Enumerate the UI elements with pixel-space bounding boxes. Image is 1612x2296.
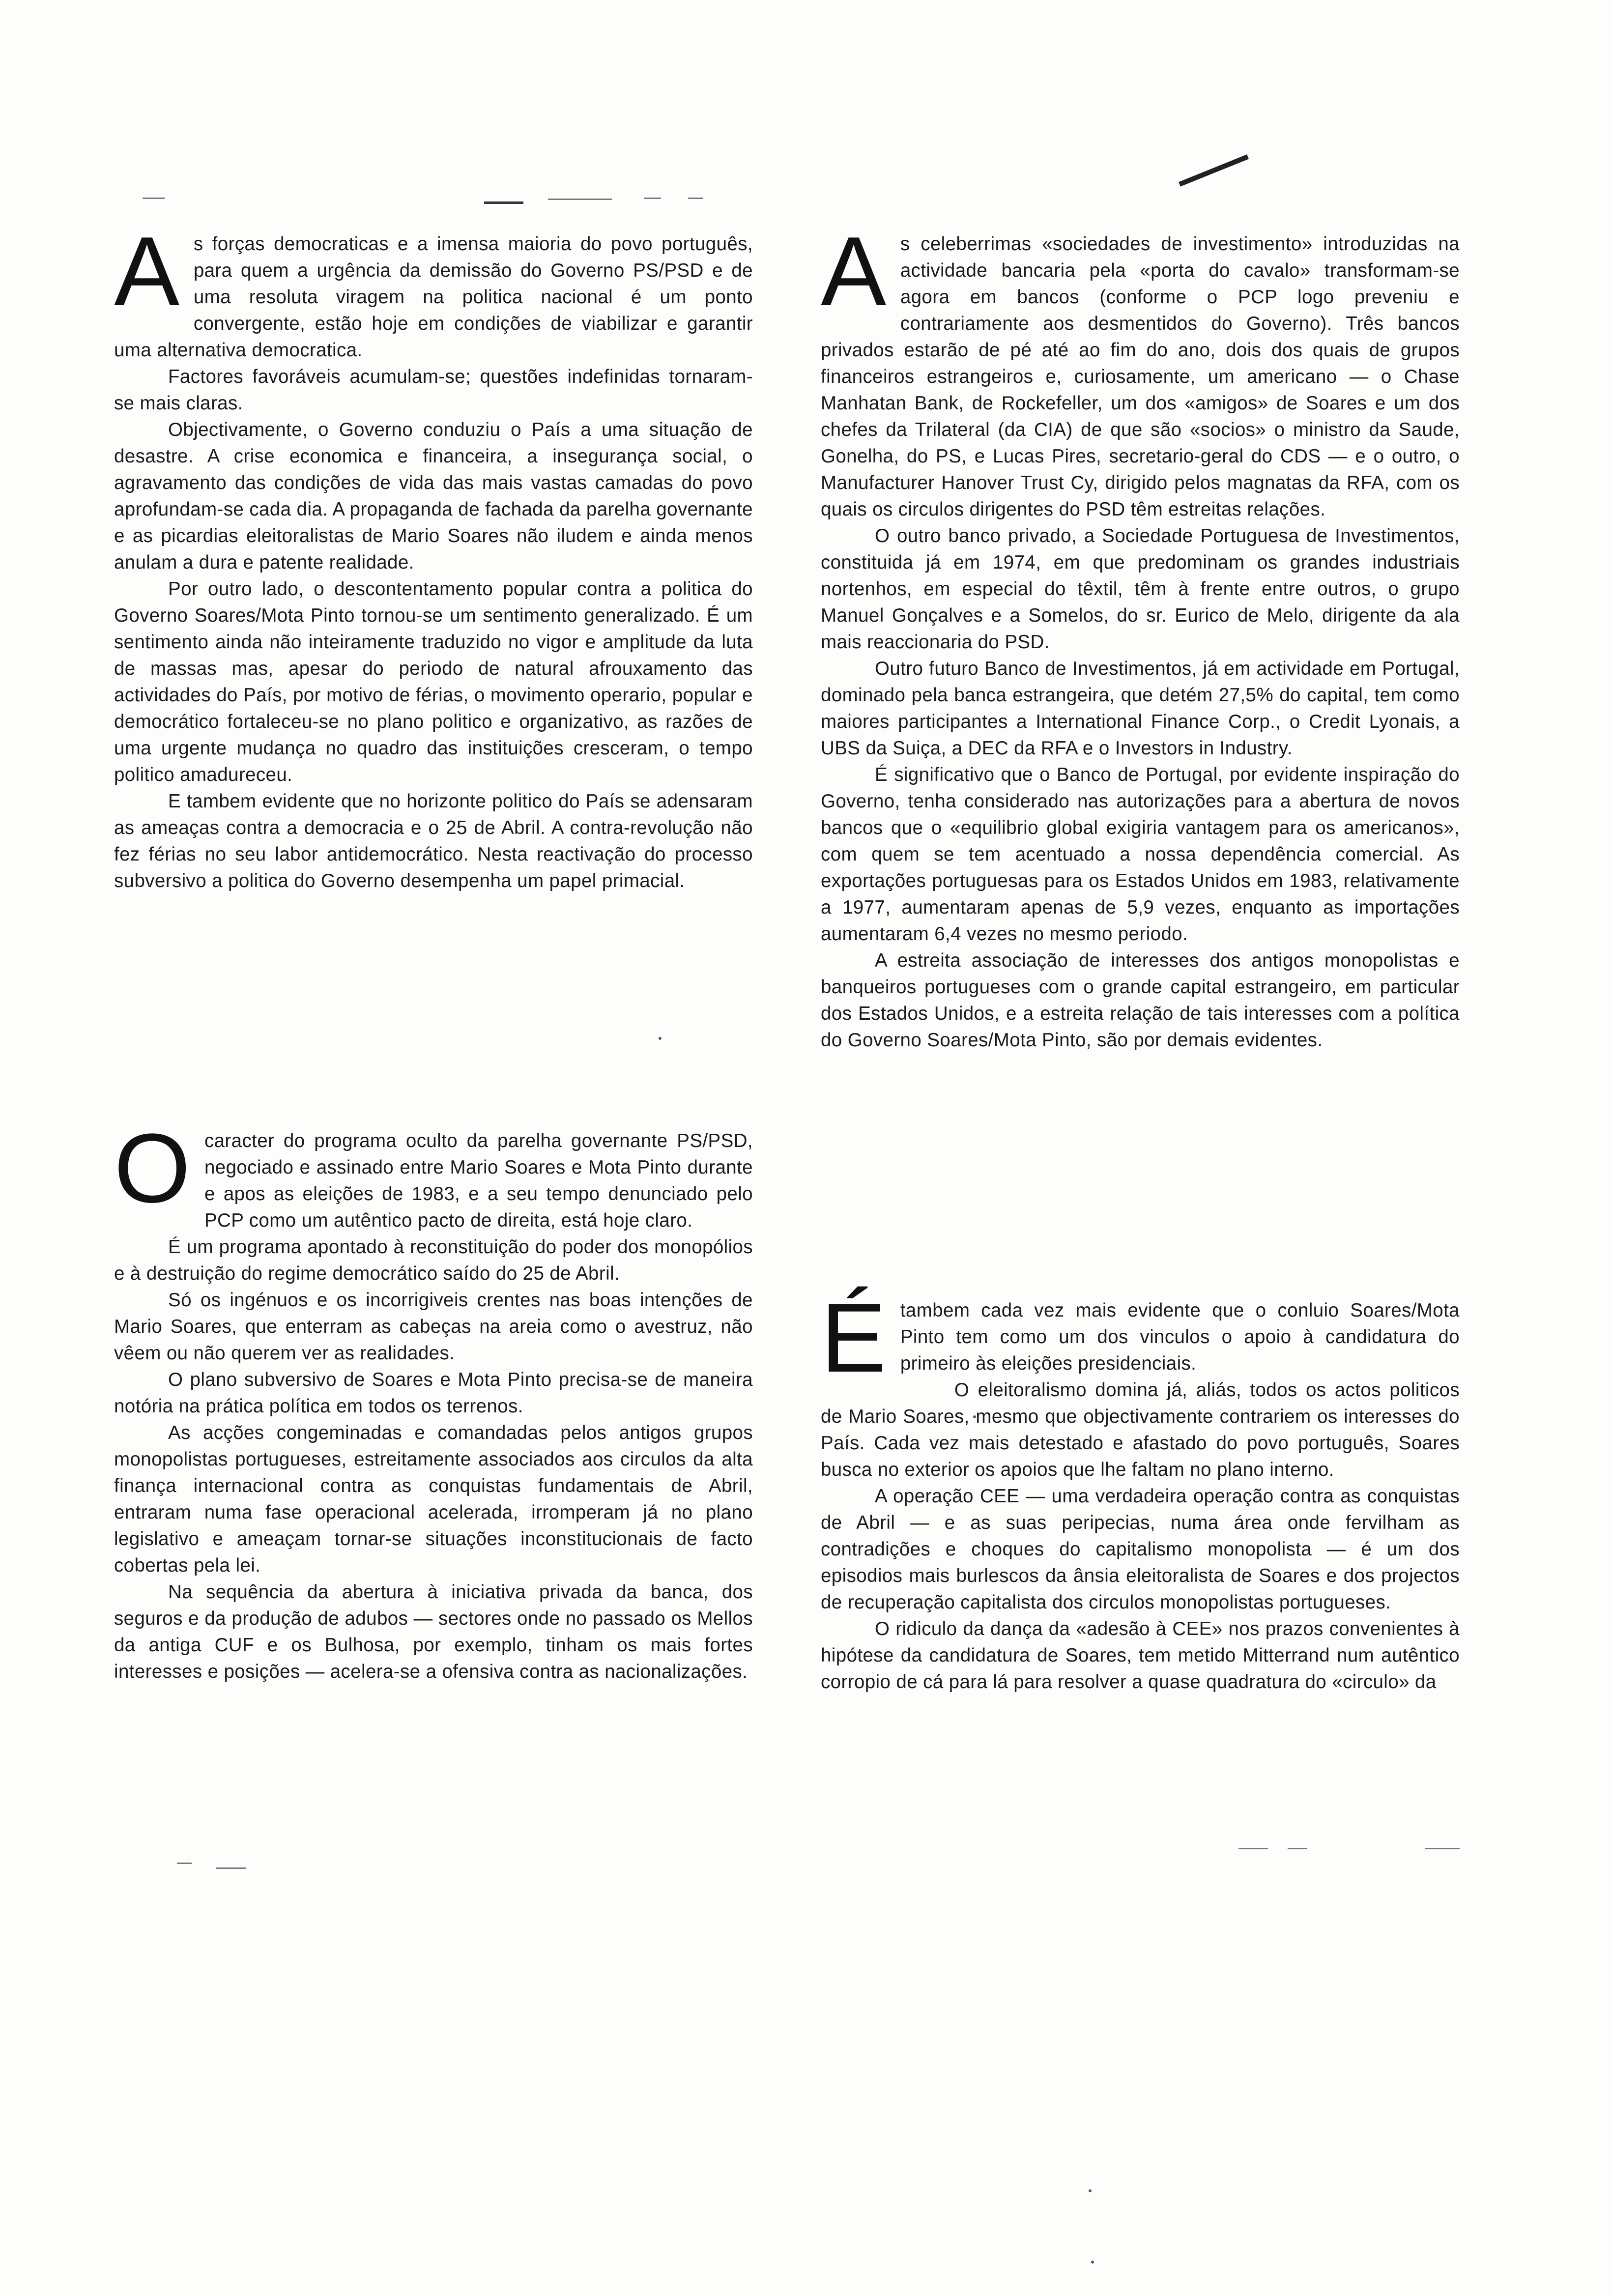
paragraph: A estreita associação de interesses dos antigos monopolistas e banqueiros portugueses com o grande capital estrangeiro, em particular dos Estados Unidos, e a estreita relação de tais interesses com a política do Governo Soares/Mota Pinto, são por demais evidentes. — [821, 950, 1460, 1051]
paragraph: O outro banco privado, a Sociedade Portuguesa de Investimentos, constituida já em 1974, em que predominam os grandes industriais nortenhos, em especial do têxtil, têm à frente entre outros, o grupo Manuel Gonçalves e a Somelos, do sr. Eurico de Melo, dirigente da ala mais reaccionaria do PSD. — [821, 525, 1460, 653]
paragraph: Outro futuro Banco de Investimentos, já em actividade em Portugal, dominado pela banca estrangeira, que detém 27,5% do capital, tem como maiores participantes a International Finance Corp., o Credit Lyonais, a UBS da Suiça, a DEC da RFA e o Investors in Industry. — [821, 658, 1460, 759]
scan-artifact — [177, 1863, 192, 1864]
dropcap: O — [114, 1114, 191, 1223]
paragraph: s forças democraticas e a imensa maioria do povo português, para quem a urgência da demissão do Governo PS/PSD e de uma resoluta viragem na politica nacional é um ponto convergente, estão hoje em condições de viabilizar e garantir uma alternativa democratica. — [114, 233, 753, 361]
dropcap: A — [821, 217, 887, 326]
scan-artifact — [659, 1037, 662, 1040]
paragraph: O plano subversivo de Soares e Mota Pinto precisa-se de maneira notória na prática política em todos os terrenos. — [114, 1369, 753, 1417]
section-presidential-candidacy — [821, 1283, 1460, 1695]
section-hidden-program — [114, 1114, 753, 1685]
paragraph: Na sequência da abertura à iniciativa privada da banca, dos seguros e da produção de adubos — sectores onde no passado os Mellos da antiga CUF e os Bulhosa, por exemplo, tinham os mais fortes interesses e posições — acelera-se a ofensiva contra as nacionalizações. — [114, 1581, 753, 1682]
scan-artifact — [688, 198, 703, 199]
section-investment-societies — [821, 217, 1460, 1054]
pen-stroke-mark — [1179, 154, 1249, 186]
scan-artifact — [548, 199, 612, 200]
scan-artifact — [644, 198, 661, 199]
scan-artifact — [1425, 1848, 1460, 1849]
paragraph: O ridiculo da dança da «adesão à CEE» nos prazos convenientes à hipótese da candidatura de Soares, tem metido Mitterrand num autêntico corropio de cá para lá para resolver a quase quadratura do «circulo» da — [821, 1618, 1460, 1693]
paragraph: Factores favoráveis acumulam-se; questões indefinidas tornaram-se mais claras. — [114, 366, 753, 414]
scan-artifact — [484, 201, 523, 204]
paragraph: Por outro lado, o descontentamento popular contra a politica do Governo Soares/Mota Pinto tornou-se um sentimento generalizado. É um sentimento ainda não inteiramente traduzido no vigor e amplitude da luta de massas mas, apesar do periodo de natural afrouxamento das actividades do País, por motivo de férias, o movimento operario, popular e democrático fortaleceu-se no plano politico e organizativo, as razões de uma urgente mudança no quadro das instituições cresceram, o tempo politico amadureceu. — [114, 578, 753, 785]
paragraph: caracter do programa oculto da parelha governante PS/PSD, negociado e assinado entre Mario Soares e Mota Pinto durante e apos as eleições de 1983, e a seu tempo denunciado pelo PCP como um autêntico pacto de direita, está hoje claro. — [204, 1130, 753, 1231]
paragraph: tambem cada vez mais evidente que o conluio Soares/Mota Pinto tem como um dos vinculos o apoio à candidatura do primeiro às eleições presidenciais. — [900, 1300, 1460, 1374]
paragraph: É um programa apontado à reconstituição do poder dos monopólios e à destruição do regime democrático saído do 25 de Abril. — [114, 1236, 753, 1284]
dropcap: É — [821, 1283, 887, 1393]
section-democratic-forces — [114, 217, 753, 894]
paragraph: E tambem evidente que no horizonte politico do País se adensaram as ameaças contra a democracia e o 25 de Abril. A contra-revolução não fez férias no seu labor antidemocrático. Nesta reactivação do processo subversivo a politica do Governo desempenha um papel primacial. — [114, 791, 753, 891]
paragraph: Objectivamente, o Governo conduziu o País a uma situação de desastre. A crise economica e financeira, a insegurança social, o agravamento das condições de vida das mais vastas camadas do povo aprofundam-se cada dia. A propaganda de fachada da parelha governante e as picardias eleitoralistas de Mario Soares não iludem e ainda menos anulam a dura e patente realidade. — [114, 419, 753, 573]
scan-artifact — [1091, 2261, 1094, 2264]
dropcap: A — [114, 217, 180, 326]
scan-artifact — [1089, 2189, 1092, 2192]
paragraph: Só os ingénuos e os incorrigiveis crentes nas boas intenções de Mario Soares, que enterram as cabeças na areia como o avestruz, não vêem ou não querem ver as realidades. — [114, 1290, 753, 1364]
scan-artifact — [216, 1867, 246, 1869]
scan-artifact — [143, 198, 165, 199]
paragraph: A operação CEE — uma verdadeira operação contra as conquistas de Abril — e as suas peripecias, numa área onde fervilham as contradições e choques do capitalismo monopolista — é um dos episodios mais burlescos da ânsia eleitoralista de Soares e dos projectos de recuperação capitalista dos circulos monopolistas portugueses. — [821, 1486, 1460, 1613]
paragraph: O eleitoralismo domina já, aliás, todos os actos politicos de Mario Soares, mesmo que objectivamente contrariem os interesses do País. Cada vez mais detestado e afastado do povo português, Soares busca no exterior os apoios que lhe faltam no plano interno. — [821, 1379, 1460, 1480]
paragraph: É significativo que o Banco de Portugal, por evidente inspiração do Governo, tenha considerado nas autorizações para a abertura de novos bancos que o «equilibrio global exigiria vantagem para os americanos», com quem se tem acentuado a nossa dependência comercial. As exportações portuguesas para os Estados Unidos em 1983, relativamente a 1977, aumentaram apenas de 5,9 vezes, enquanto as importações aumentaram 6,4 vezes no mesmo periodo. — [821, 764, 1460, 945]
scan-artifact — [1288, 1848, 1307, 1849]
scan-artifact — [1238, 1848, 1268, 1849]
paragraph: s celeberrimas «sociedades de investimento» introduzidas na actividade bancaria pela «porta do cavalo» transformam-se agora em bancos (conforme o PCP logo preveniu e contrariamente aos desmentidos do Governo). Três bancos privados estarão de pé até ao fim do ano, dois dos quais de grupos financeiros estrangeiros e, curiosamente, um americano — o Chase Manhatan Bank, de Rockefeller, um dos «amigos» de Soares e um dos chefes da Trilateral (da CIA) de que são «socios» o ministro da Saude, Gonelha, do PS, e Lucas Pires, secretario-geral do CDS — e o outro, o Manufacturer Hanover Trust Cy, dirigido pelos magnatas da RFA, com os quais os circulos dirigentes do PSD têm estreitas relações. — [821, 233, 1460, 520]
paragraph: As acções congeminadas e comandadas pelos antigos grupos monopolistas portugueses, estreitamente associados aos circulos da alta finança internacional contra as conquistas fundamentais de Abril, entraram numa fase operacional acelerada, irromperam já no plano legislativo e ameaçam tornar-se situações inconstitucionais de facto cobertas pela lei. — [114, 1422, 753, 1576]
